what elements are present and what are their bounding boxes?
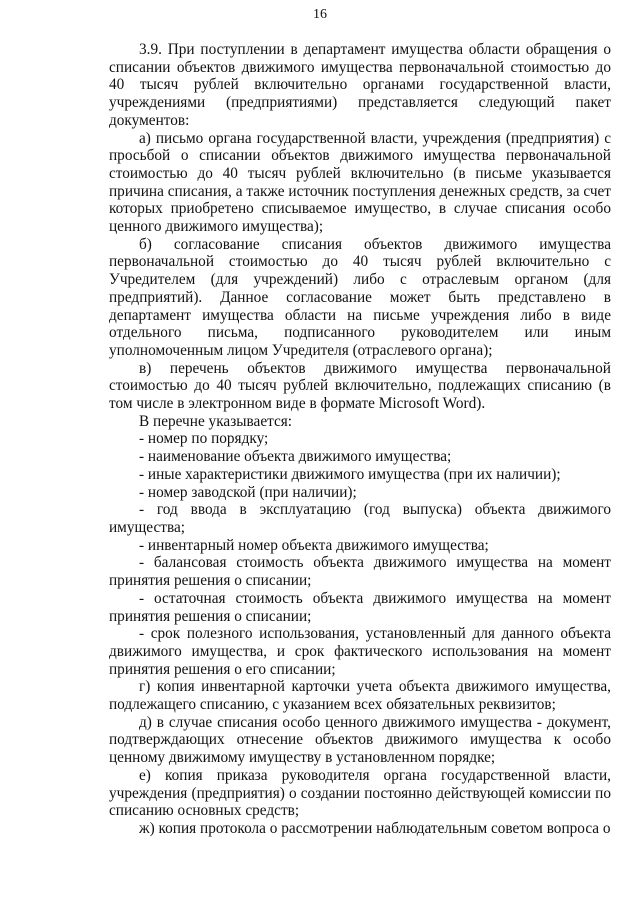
list-item: - срок полезного использования, установленный для данного объекта движимого имущества, и срок фактического использования на момент принятия решения о его списании; bbox=[109, 625, 611, 678]
list-item: - год ввода в эксплуатацию (год выпуска) объекта движимого имущества; bbox=[109, 501, 611, 536]
list-intro: В перечне указывается: bbox=[139, 412, 293, 430]
paragraph-a: а) письмо органа государственной власти, учреждения (предприятия) с просьбой о списании объектов движимого имущества первоначальной стоимостью до 40 тысяч рублей включительно (в письме указывается причина списания, а также источник поступления денежных средств, за счет которых приобретено списываемое имущество, в случае списания особо ценного движимого имущества); bbox=[109, 129, 611, 236]
list-item: - балансовая стоимость объекта движимого имущества на момент принятия решения о списании; bbox=[109, 554, 611, 590]
paragraph-b: б) согласование списания объектов движимого имущества первоначальной стоимостью до 40 тысяч рублей включительно с Учредителем (для учреждений) либо с отраслевым органом (для предприятий). Данное согласование может быть представлено в департамент имущества области на письме учреждения либо в виде отдельного письма, подписанного руководителем или иным уполномоченным лицом Учредителя (отраслевого органа); bbox=[109, 235, 611, 359]
list-item: - номер заводской (при наличии); bbox=[139, 483, 357, 501]
paragraph-v: в) перечень объектов движимого имущества первоначальной стоимостью до 40 тысяч рублей включительно, подлежащих списанию (в том числе в электронном виде в формате Microsoft Word). bbox=[109, 359, 611, 413]
paragraph-d: д) в случае списания особо ценного движимого имущества - документ, подтверждающих отнесение объектов движимого имущества к особо ценному движимому имуществу в установленном порядке; bbox=[109, 713, 611, 767]
paragraph-3-9: 3.9. При поступлении в департамент имущества области обращения о списании объектов движимого имущества первоначальной стоимостью до 40 тысяч рублей включительно органами государственной власти, учреждениями (предприятиями) представляется следующий пакет документов: bbox=[109, 41, 611, 129]
paragraph-e: е) копия приказа руководителя органа государственной власти, учреждения (предприятия) о создании постоянно действующей комиссии по списанию основных средств; bbox=[109, 766, 611, 820]
document-body bbox=[109, 41, 611, 838]
page-number: 16 bbox=[313, 7, 327, 22]
field-list bbox=[109, 430, 611, 678]
list-item: - иные характеристики движимого имущества (при их наличии); bbox=[139, 465, 561, 483]
paragraph-g: г) копия инвентарной карточки учета объекта движимого имущества, подлежащего списанию, с указанием всех обязательных реквизитов; bbox=[109, 678, 611, 714]
paragraph-zh: ж) копия протокола о рассмотрении наблюдательным советом вопроса о bbox=[139, 819, 611, 837]
list-item: - инвентарный номер объекта движимого имущества; bbox=[139, 536, 489, 554]
list-item: - наименование объекта движимого имущества; bbox=[139, 448, 452, 466]
list-item: - остаточная стоимость объекта движимого имущества на момент принятия решения о списании; bbox=[109, 589, 611, 625]
list-item: - номер по порядку; bbox=[139, 430, 269, 448]
